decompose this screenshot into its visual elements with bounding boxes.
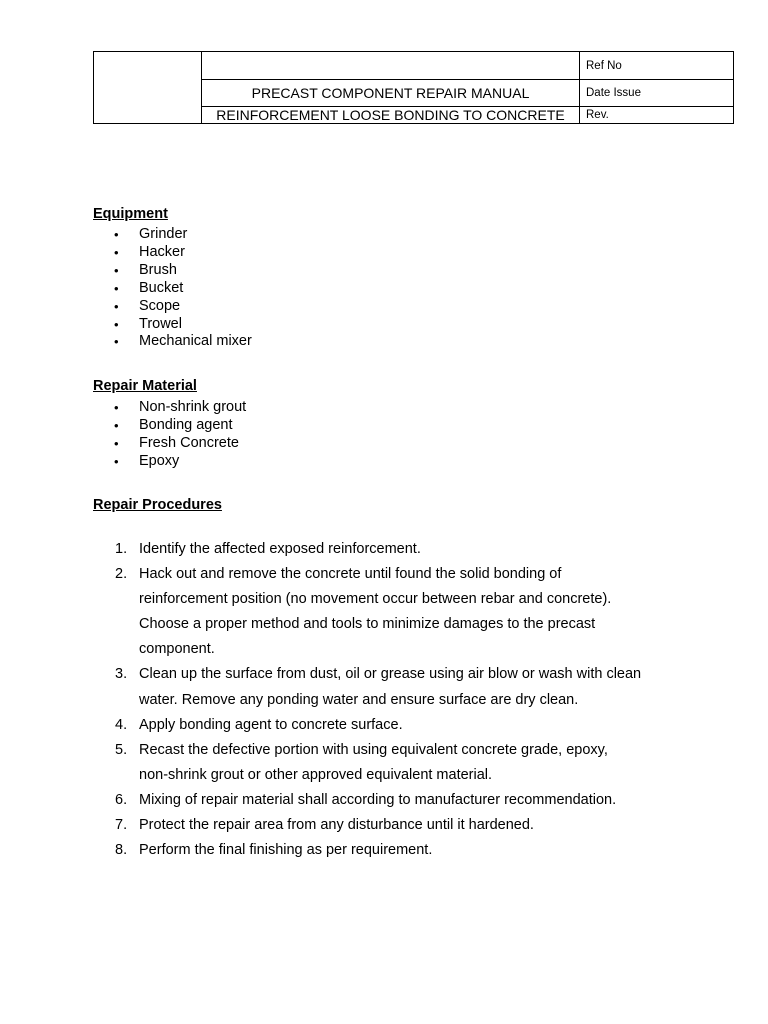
list-item-text: Mechanical mixer <box>139 333 252 350</box>
step-number: 2. <box>115 566 128 583</box>
step-text-line: Hack out and remove the concrete until found the solid bonding of <box>139 566 562 583</box>
document-title: PRECAST COMPONENT REPAIR MANUAL <box>202 80 580 107</box>
procedure-step <box>112 562 712 662</box>
list-item-text: Scope <box>139 297 181 314</box>
repair-procedures-list <box>112 537 712 863</box>
repair-procedures-heading: Repair Procedures <box>93 497 222 513</box>
list-item <box>114 226 252 244</box>
equipment-list <box>114 226 252 351</box>
step-number: 1. <box>115 541 128 557</box>
step-text-line: component. <box>139 641 215 658</box>
bullet-icon: • <box>114 435 119 451</box>
procedure-step <box>112 788 712 813</box>
list-item <box>114 298 252 316</box>
bullet-icon: • <box>114 334 119 350</box>
repair-material-list <box>114 399 246 471</box>
bullet-icon: • <box>114 298 119 314</box>
document-header-table <box>93 51 734 124</box>
list-item <box>114 435 246 453</box>
bullet-icon: • <box>114 244 119 260</box>
list-item-text: Bucket <box>139 279 184 296</box>
list-item-text: Non-shrink grout <box>139 399 247 415</box>
procedure-step <box>112 738 712 788</box>
bullet-icon: • <box>114 400 119 415</box>
procedure-step <box>112 838 712 863</box>
header-blank-cell <box>202 52 580 80</box>
step-number: 8. <box>115 842 128 859</box>
step-number: 4. <box>115 716 128 733</box>
ref-no-label: Ref No <box>580 52 734 80</box>
procedure-step <box>112 537 712 562</box>
step-text-line: Apply bonding agent to concrete surface. <box>139 716 403 733</box>
step-number: 6. <box>115 791 128 808</box>
procedure-step <box>112 713 712 738</box>
equipment-heading: Equipment <box>93 206 168 222</box>
list-item <box>114 453 246 471</box>
document-subtitle: REINFORCEMENT LOOSE BONDING TO CONCRETE <box>202 107 580 124</box>
repair-material-heading: Repair Material <box>93 378 197 394</box>
bullet-icon: • <box>114 453 119 469</box>
bullet-icon: • <box>114 227 119 242</box>
step-number: 5. <box>115 741 128 758</box>
step-text-line: Identify the affected exposed reinforcement. <box>139 541 421 557</box>
step-text-line: non-shrink grout or other approved equivalent material. <box>139 766 493 783</box>
step-text-line: Recast the defective portion with using equivalent concrete grade, epoxy, <box>139 741 608 758</box>
list-item-text: Grinder <box>139 226 188 242</box>
list-item-text: Brush <box>139 261 177 278</box>
bullet-icon: • <box>114 262 119 278</box>
list-item <box>114 244 252 262</box>
list-item-text: Hacker <box>139 243 185 260</box>
step-text-line: Protect the repair area from any disturbance until it hardened. <box>139 817 534 834</box>
list-item-text: Trowel <box>139 315 182 332</box>
bullet-icon: • <box>114 280 119 296</box>
list-item <box>114 316 252 334</box>
list-item-text: Bonding agent <box>139 416 233 433</box>
step-text-line: reinforcement position (no movement occur between rebar and concrete). <box>139 591 612 608</box>
list-item <box>114 280 252 298</box>
step-number: 7. <box>115 817 128 834</box>
bullet-icon: • <box>114 417 119 433</box>
rev-label: Rev. <box>580 107 734 124</box>
list-item-text: Epoxy <box>139 452 180 469</box>
step-text-line: Perform the final finishing as per requirement. <box>139 842 433 859</box>
bullet-icon: • <box>114 316 119 332</box>
step-number: 3. <box>115 666 128 683</box>
step-text-line: water. Remove any ponding water and ensure surface are dry clean. <box>139 691 579 708</box>
list-item <box>114 417 246 435</box>
logo-cell <box>94 52 202 124</box>
procedure-step <box>112 813 712 838</box>
date-issue-label: Date Issue <box>580 80 734 107</box>
list-item <box>114 262 252 280</box>
list-item <box>114 399 246 417</box>
list-item <box>114 333 252 351</box>
procedure-step <box>112 662 712 712</box>
step-text-line: Mixing of repair material shall according to manufacturer recommendation. <box>139 791 617 808</box>
list-item-text: Fresh Concrete <box>139 434 239 451</box>
step-text-line: Choose a proper method and tools to minimize damages to the precast <box>139 616 596 633</box>
step-text-line: Clean up the surface from dust, oil or grease using air blow or wash with clean <box>139 666 642 683</box>
